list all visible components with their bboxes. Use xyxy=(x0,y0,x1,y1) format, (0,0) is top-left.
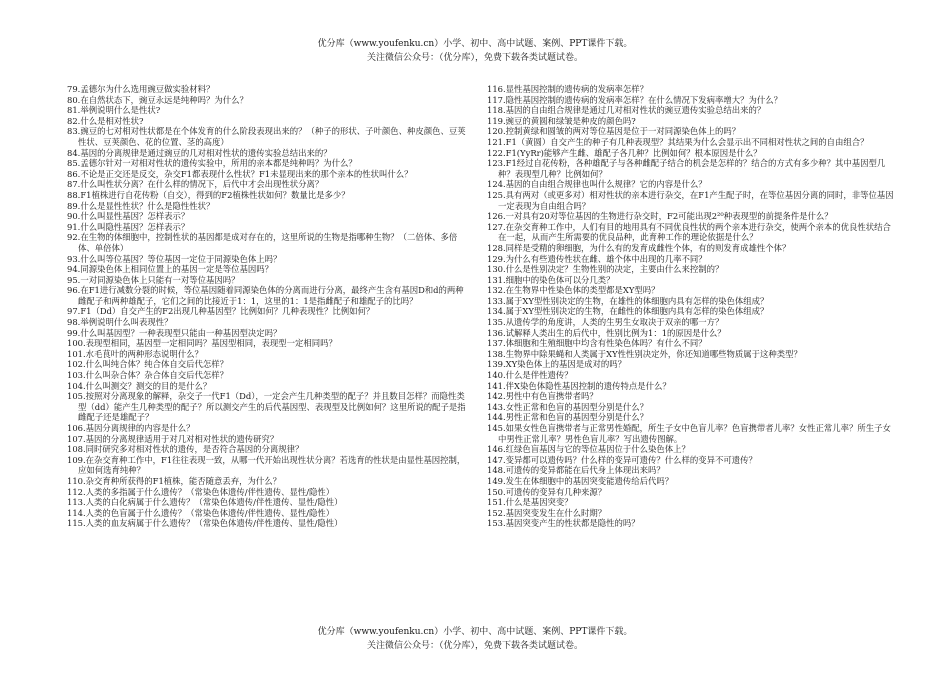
question-item: 133.属于XY型性别决定的生物，在雄性的体细胞内具有怎样的染色体组成？ xyxy=(487,295,769,306)
question-item: 151.什么是基因突变？ xyxy=(487,497,573,508)
question-item: 134.属于XY型性别决定的生物，在雌性的体细胞内具有怎样的染色体组成？ xyxy=(487,306,769,317)
question-item: 122.F1(YyRr)能够产生雌、雄配子各几种？比例如何？根本原因是什么？ xyxy=(487,147,762,158)
question-item: 113.人类的白化病属于什么遗传？（常染色体遗传/伴性遗传、显性/隐性） xyxy=(67,497,343,508)
question-item: 115.人类的血友病属于什么遗传？（常染色体遗传/伴性遗传、显性/隐性） xyxy=(67,518,343,529)
question-item: 146.红绿色盲基因与它的等位基因位于什么染色体上？ xyxy=(487,444,690,455)
question-item: 114.人类的色盲属于什么遗传？（常染色体遗传/伴性遗传、显性/隐性） xyxy=(67,507,335,518)
question-item: 153.基因突变产生的性状都是隐性的吗？ xyxy=(487,518,640,529)
question-item: 81.举例说明什么是性状? xyxy=(67,105,161,116)
page-footer xyxy=(0,626,950,653)
question-item: 96.在F1进行减数分裂的时候，等位基因随着同源染色体的分离而进行分离，最终产生含有基因D和d的两种雌配子和两种雄配子，它们之间的比接近于1：1，这里的1：1是指雌配子和雄配子的比吗？ xyxy=(67,285,464,306)
footer-line-1: 优分库（www.youfenku.cn）小学、初中、高中试题、案例、PPT课件下载。 xyxy=(317,627,633,637)
question-item: 107.基因的分离规律适用于对几对相对性状的遗传研究？ xyxy=(67,433,279,444)
question-item: 103.什么叫杂合体？杂合体自交后代怎样？ xyxy=(67,370,229,381)
left-question-column xyxy=(67,84,472,529)
question-item: 80.在自然状态下，豌豆永远是纯种吗？为什么？ xyxy=(67,94,248,105)
question-item: 123.F1经过自花传粉，各种雄配子与各种雌配子结合的机会是怎样的？结合的方式有多少种？其中基因型几种？表现型几种？比例如何？ xyxy=(487,158,886,179)
question-item: 152.基因突变发生在什么时期？ xyxy=(487,507,607,518)
question-item: 104.什么叫测交？测交的目的是什么？ xyxy=(67,380,212,391)
question-item: 143.女性正常和色盲的基因型分别是什么？ xyxy=(487,401,649,412)
question-item: 91.什么叫隐性基因？怎样表示？ xyxy=(67,221,190,232)
question-item: 82.什么是相对性状? xyxy=(67,115,144,126)
question-item: 85.孟德尔针对一对相对性状的遗传实验中，所用的亲本都是纯种吗？为什么？ xyxy=(67,158,357,169)
question-item: 127.在杂交育种工作中，人们有目的地用具有不同优良性状的两个亲本进行杂交，使两个亲本的优良性状结合在一起，从而产生所需要的优良品种，此育种工作的理论依据是什么？ xyxy=(487,221,891,243)
question-item: 126.一对具有20对等位基因的生物进行杂交时，F2可能出现2²⁰种表现型的前提条件是什么？ xyxy=(487,211,833,222)
question-item: 137.体细胞和生殖细胞中均含有性染色体吗？有什么不同？ xyxy=(487,338,707,349)
question-item: 109.在杂交育种工作中，F1往往表现一致，从哪一代开始出现性状分离？若选育的性状是由显性基因控制，应如何选育纯种？ xyxy=(67,454,466,476)
question-item: 99.什么叫基因型？一种表现型只能由一种基因型决定吗？ xyxy=(67,327,282,338)
question-item: 135.从遗传学的角度讲，人类的生男生女取决于双亲的哪一方？ xyxy=(487,317,724,328)
question-item: 90.什么叫显性基因？怎样表示？ xyxy=(67,211,190,222)
question-item: 97.F1（Dd）自交产生的F2出现几种基因型？比例如何？几种表现性？比例如何？ xyxy=(67,306,375,317)
question-item: 108.同时研究多对相对性状的遗传，是否符合基因的分离规律？ xyxy=(67,444,304,455)
question-item: 149.发生在体细胞中的基因突变能遗传给后代吗？ xyxy=(487,475,674,486)
question-item: 95.一对同源染色体上只能有一对等位基因吗？ xyxy=(67,274,240,285)
question-item: 142.男性中有色盲携带者吗？ xyxy=(487,391,598,402)
page-header xyxy=(0,38,950,65)
question-item: 88.F1植株进行自花传粉（自交），得到的F2植株性状如何？数量比是多少？ xyxy=(67,189,350,200)
question-item: 83.豌豆的七对相对性状都是在个体发育的什么阶段表现出来的？（种子的形状、子叶颜色、种皮颜色、豆荚性状、豆荚颜色、花的位置、茎的高度） xyxy=(67,126,466,147)
question-item: 148.可遗传的变异都能在后代身上体现出来吗？ xyxy=(487,465,665,476)
question-item: 121.F1（黄圆）自交产生的种子有几种表现型？其结果为什么会显示出不同相对性状之间的自由组合？ xyxy=(487,136,869,147)
question-item: 131.细胞中的染色体可以分几类？ xyxy=(487,274,615,285)
question-item: 100.表现型相同，基因型一定相同吗？基因型相同，表现型一定相同吗？ xyxy=(67,338,337,349)
question-item: 141.伴X染色体隐性基因控制的遗传特点是什么？ xyxy=(487,380,671,391)
question-item: 84.基因的分离规律是通过豌豆的几对相对性状的遗传实验总结出来的？ xyxy=(67,147,332,158)
question-item: 94.同源染色体上相同位置上的基因一定是等位基因吗？ xyxy=(67,264,273,275)
question-item: 138.生物界中除果蝇和人类属于XY性性别决定外，你还知道哪些物质属于这种类型？ xyxy=(487,348,802,359)
question-item: 93.什么叫等位基因？等位基因一定位于同源染色体上吗？ xyxy=(67,253,282,264)
question-item: 102.什么叫纯合体？纯合体自交后代怎样？ xyxy=(67,359,229,370)
question-item: 150.可遗传的变异有几种来源？ xyxy=(487,486,607,497)
question-item: 124.基因的自由组合规律也叫什么规律？它的内容是什么？ xyxy=(487,179,707,190)
question-item: 140.什么是伴性遗传？ xyxy=(487,370,573,381)
right-question-column xyxy=(487,84,897,529)
question-item: 139.XY染色体上的基因是成对的吗？ xyxy=(487,359,627,370)
question-item: 132.在生物界中性染色体的类型都是XY型吗？ xyxy=(487,285,660,296)
question-item: 120.控制黄绿和圆皱的两对等位基因是位于一对同源染色体上的吗？ xyxy=(487,126,741,137)
question-item: 101.水毛茛叶的两种形态说明什么？ xyxy=(67,348,203,359)
question-item: 110.杂交育种所获得的F1植株，能否随意丢弃，为什么？ xyxy=(67,475,282,486)
question-item: 112.人类的多指属于什么遗传？（常染色体遗传/伴性遗传、显性/隐性） xyxy=(67,486,335,497)
question-item: 118.基因的自由组合规律是通过几对相对性状的豌豆遗传实验总结出来的？ xyxy=(487,105,766,116)
question-item: 87.什么叫性状分离？在什么样的情况下，后代中才会出现性状分离？ xyxy=(67,179,324,190)
question-item: 117.隐性基因控制的遗传病的发病率怎样？在什么情况下发病率增大？为什么？ xyxy=(487,94,783,105)
header-line-1: 优分库（www.youfenku.cn）小学、初中、高中试题、案例、PPT课件下载。 xyxy=(317,39,633,49)
question-item: 128.同样是受精的卵细胞，为什么有的发育成雌性个体，有的则发育成雄性个体？ xyxy=(487,242,791,253)
question-item: 147.变异都可以遗传吗？什么样的变异可遗传？什么样的变异不可遗传？ xyxy=(487,454,757,465)
question-item: 136.试解释人类出生的后代中，性别比例为1：1的原因是什么？ xyxy=(487,327,726,338)
question-item: 86.不论是正交还是反交，杂交F1都表现什么性状？F1未显现出来的那个亲本的性状叫什么？ xyxy=(67,168,413,179)
question-item: 92.在生物的体细胞中，控制性状的基因都是成对存在的，这里所说的生物是指哪种生物？（二倍体、多倍体、单倍体） xyxy=(67,232,458,253)
question-item: 125.具有两对（或更多对）相对性状的亲本进行杂交，在F1产生配子时，在等位基因分离的同时，非等位基因一定表现为自由组合吗？ xyxy=(487,189,894,211)
question-item: 116.显性基因控制的遗传病的发病率怎样？ xyxy=(487,84,649,94)
question-item: 144.男性正常和色盲的基因型分别是什么？ xyxy=(487,412,649,423)
question-item: 106.基因分离规律的内容是什么？ xyxy=(67,423,195,433)
question-item: 89.什么是显性性状？什么是隐性性状？ xyxy=(67,200,215,211)
question-item: 98.举例说明什么叫表现性？ xyxy=(67,317,173,328)
question-item: 105.按照对分离现象的解释，杂交子一代F1（Dd），一定会产生几种类型的配子？并且数目怎样？而隐性类型（dd）能产生几种类型的配子？所以测交产生的后代基因型、表现型及比例如何？这里所说的配子是指雌配子还是雄配子？ xyxy=(67,391,466,423)
question-item: 129.为什么有些遗传性状在雌、雄个体中出现的几率不同？ xyxy=(487,253,707,264)
question-item: 119.豌豆的黄圆和绿皱是种皮的颜色吗? xyxy=(487,115,636,126)
header-line-2: 关注微信公众号：（优分库），免费下载各类试题试卷。 xyxy=(366,52,583,63)
footer-line-2: 关注微信公众号：（优分库），免费下载各类试题试卷。 xyxy=(366,640,583,651)
question-item: 79.孟德尔为什么选用豌豆做实验材料？ xyxy=(67,84,215,94)
question-item: 130.什么是性别决定？生物性别的决定，主要由什么来控制的？ xyxy=(487,264,724,275)
question-item: 145.如果女性色盲携带者与正常男性婚配，所生子女中色盲儿率？色盲携带者儿率？女性正常儿率？所生子女中男性正常儿率？男性色盲儿率？写出遗传图解。 xyxy=(487,423,891,444)
